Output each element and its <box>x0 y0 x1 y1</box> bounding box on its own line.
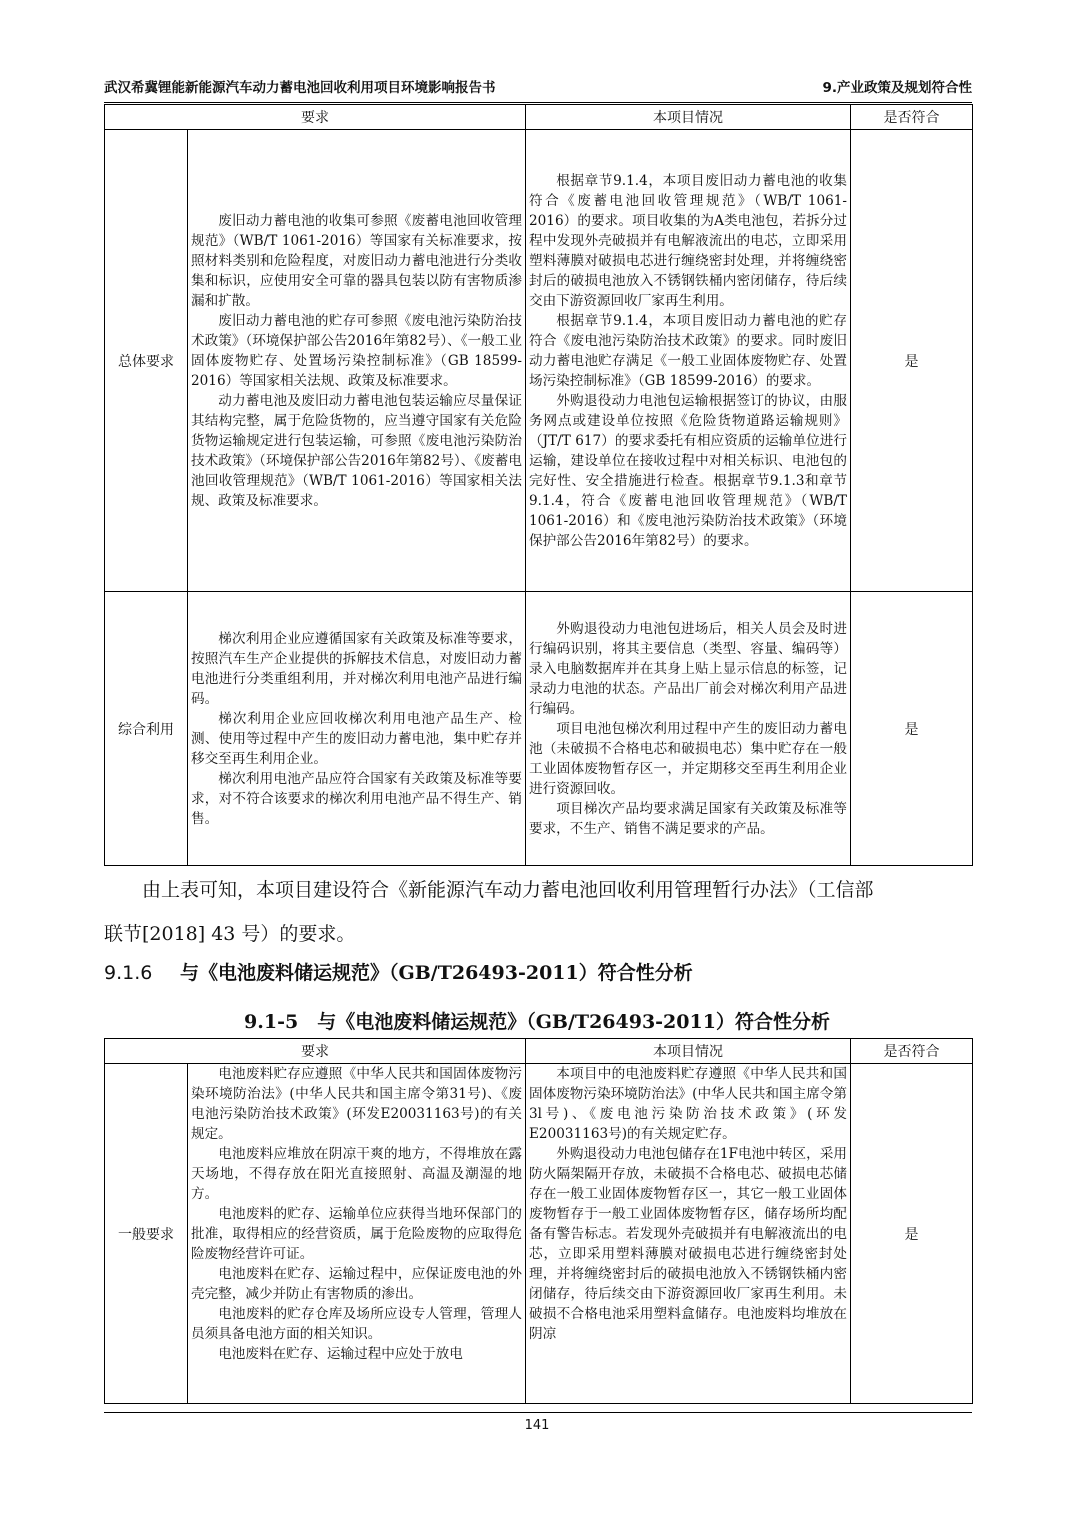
conclusion-paragraph <box>104 868 972 956</box>
requirement-paragraph: 电池废料应堆放在阴凉干爽的地方，不得堆放在露天场地，不得存放在阳光直接照射、高温及潮湿的地方。 <box>191 1146 522 1202</box>
situation-paragraph: 外购退役动力电池包进场后，相关人员会及时进行编码识别，将其主要信息（类型、容量、编码等）录入电脑数据库并在其身上贴上显示信息的标签，记录动力电池的状态。产品出厂前会对梯次利用产品进行编码。 <box>529 620 847 717</box>
requirement-paragraph: 梯次利用企业应回收梯次利用电池产品生产、检测、使用等过程中产生的废旧动力蓄电池，集中贮存并移交至再生利用企业。 <box>191 710 522 767</box>
table-row <box>105 592 973 866</box>
page-number: 141 <box>524 1418 550 1433</box>
situation-paragraph: 项目电池包梯次利用过程中产生的废旧动力蓄电池（未破损不合格电芯和破损电芯）集中贮存在一般工业固体废物暂存区一，并定期移交至再生利用企业进行资源回收。 <box>529 720 847 797</box>
requirement-paragraph: 动力蓄电池及废旧动力蓄电池包装运输应尽量保证其结构完整，属于危险货物的，应当遵守国家有关危险货物运输规定进行包装运输，可参照《废电池污染防治技术政策》（环境保护部公告2016年第82号）、《废蓄电池回收管理规范》（WB/T 1061-2016）等国家相关法规、政策及标准要求。 <box>191 392 522 509</box>
requirement-paragraph: 梯次利用电池产品应符合国家有关政策及标准等要求，对不符合该要求的梯次利用电池产品不得生产、销售。 <box>191 770 522 827</box>
requirement-paragraph: 废旧动力蓄电池的收集可参照《废蓄电池回收管理规范》（WB/T 1061-2016）等国家有关标准要求，按照材料类别和危险程度，对废旧动力蓄电池进行分类收集和标识，应使用安全可靠的器具包装以防有害物质渗漏和扩散。 <box>191 212 522 309</box>
section-heading <box>104 958 693 985</box>
row-compliance: 是 <box>851 1064 973 1404</box>
header-situation: 本项目情况 <box>526 105 851 130</box>
situation-paragraph: 项目梯次产品均要求满足国家有关政策及标准等要求，不生产、销售不满足要求的产品。 <box>529 800 847 837</box>
row-category: 综合利用 <box>105 592 188 866</box>
row-category: 一般要求 <box>105 1064 188 1404</box>
conclusion-line-2: 联节[2018] 43 号）的要求。 <box>104 923 356 945</box>
table-row <box>105 130 973 592</box>
report-title: 武汉希冀锂能新能源汽车动力蓄电池回收利用项目环境影响报告书 <box>104 80 496 96</box>
requirement-paragraph: 电池废料贮存应遵照《中华人民共和国固体废物污染环境防治法》(中华人民共和国主席令第31号)、《废电池污染防治技术政策》(环发E20031163号)的有关规定。 <box>191 1066 522 1142</box>
table-row <box>105 1064 973 1404</box>
requirement-paragraph: 梯次利用企业应遵循国家有关政策及标准等要求，按照汽车生产企业提供的拆解技术信息，对废旧动力蓄电池进行分类重组利用，并对梯次利用电池产品进行编码。 <box>191 630 522 707</box>
header-compliance: 是否符合 <box>851 105 973 130</box>
row-compliance: 是 <box>851 592 973 866</box>
requirement-paragraph: 电池废料在贮存、运输过程中，应保证废电池的外壳完整，减少并防止有害物质的渗出。 <box>191 1266 522 1302</box>
conclusion-line-1: 由上表可知，本项目建设符合《新能源汽车动力蓄电池回收利用管理暂行办法》（工信部 <box>142 879 874 901</box>
compliance-table-2 <box>104 1038 973 1404</box>
header-compliance: 是否符合 <box>851 1039 973 1064</box>
situation-paragraph: 本项目中的电池废料贮存遵照《中华人民共和国固体废物污染环境防治法》(中华人民共和国主席令第3l号)、《废电池污染防治技术政策》(环发E20031163号)的有关规定贮存。 <box>529 1066 847 1142</box>
situation-paragraph: 外购退役动力电池包运输根据签订的协议，由服务网点或建设单位按照《危险货物道路运输规则》（JT/T 617）的要求委托有相应资质的运输单位进行运输，建设单位在接收过程中对相关标识、电池包的完好性、安全措施进行检查。根据章节9.1.3和章节9.1.4，符合《废蓄电池回收管理规范》（WB/T 1061-2016）和《废电池污染防治技术政策》（环境保护部公告2016年第82号）的要求。 <box>529 392 847 549</box>
section-number: 9.1.6 <box>104 962 153 984</box>
row-compliance: 是 <box>851 130 973 592</box>
footer-rule <box>104 1412 972 1413</box>
header-requirement: 要求 <box>105 1039 526 1064</box>
table-header-row <box>105 105 973 130</box>
table-header-row <box>105 1039 973 1064</box>
row-requirement <box>188 1064 526 1404</box>
row-situation <box>526 1064 851 1404</box>
situation-paragraph: 根据章节9.1.4，本项目废旧动力蓄电池的贮存符合《废电池污染防治技术政策》的要求。同时废旧动力蓄电池贮存满足《一般工业固体废物贮存、处置场污染控制标准》（GB 18599-2016）的要求。 <box>529 312 847 389</box>
situation-paragraph: 外购退役动力电池包储存在1F电池中转区，采用防火隔架隔开存放，未破损不合格电芯、破损电芯储存在一般工业固体废物暂存区一，其它一般工业固体废物暂存于一般工业固体废物暂存区，储存场所均配备有警告标志。若发现外壳破损并有电解液流出的电芯，立即采用塑料薄膜对破损电芯进行缠绕密封处理，并将缠绕密封后的破损电池放入不锈钢铁桶内密闭储存，待后续交由下游资源回收厂家再生利用。未破损不合格电池采用塑料盒储存。电池废料均堆放在阴凉 <box>529 1146 847 1342</box>
header-rule <box>104 102 972 103</box>
compliance-table-1 <box>104 104 973 866</box>
requirement-paragraph: 电池废料在贮存、运输过程中应处于放电 <box>218 1346 463 1362</box>
section-title: 与《电池废料储运规范》（GB/T26493-2011）符合性分析 <box>180 962 693 984</box>
page-header <box>104 76 972 100</box>
chapter-title: 9.产业政策及规划符合性 <box>822 80 972 96</box>
requirement-paragraph: 废旧动力蓄电池的贮存可参照《废电池污染防治技术政策》（环境保护部公告2016年第82号）、《一般工业固体废物贮存、处置场污染控制标准》（GB 18599-2016）等国家相关法规、政策及标准要求。 <box>191 312 522 389</box>
row-category: 总体要求 <box>105 130 188 592</box>
table-caption: 9.1-5 与《电池废料储运规范》（GB/T26493-2011）符合性分析 <box>244 1011 830 1033</box>
header-situation: 本项目情况 <box>526 1039 851 1064</box>
row-situation <box>526 130 851 592</box>
situation-paragraph: 根据章节9.1.4，本项目废旧动力蓄电池的收集符合《废蓄电池回收管理规范》（WB/T 1061-2016）的要求。项目收集的为A类电池包，若拆分过程中发现外壳破损并有电解液流出的电芯，立即采用塑料薄膜对破损电芯进行缠绕密封处理，并将缠绕密封后的破损电池放入不锈钢铁桶内密闭储存，待后续交由下游资源回收厂家再生利用。 <box>529 172 847 309</box>
requirement-paragraph: 电池废料的贮存仓库及场所应设专人管理，管理人员须具备电池方面的相关知识。 <box>191 1306 522 1342</box>
row-situation <box>526 592 851 866</box>
row-requirement <box>188 130 526 592</box>
header-requirement: 要求 <box>105 105 526 130</box>
requirement-paragraph: 电池废料的贮存、运输单位应获得当地环保部门的批准，取得相应的经营资质，属于危险废物的应取得危险废物经营许可证。 <box>191 1206 522 1262</box>
row-requirement <box>188 592 526 866</box>
